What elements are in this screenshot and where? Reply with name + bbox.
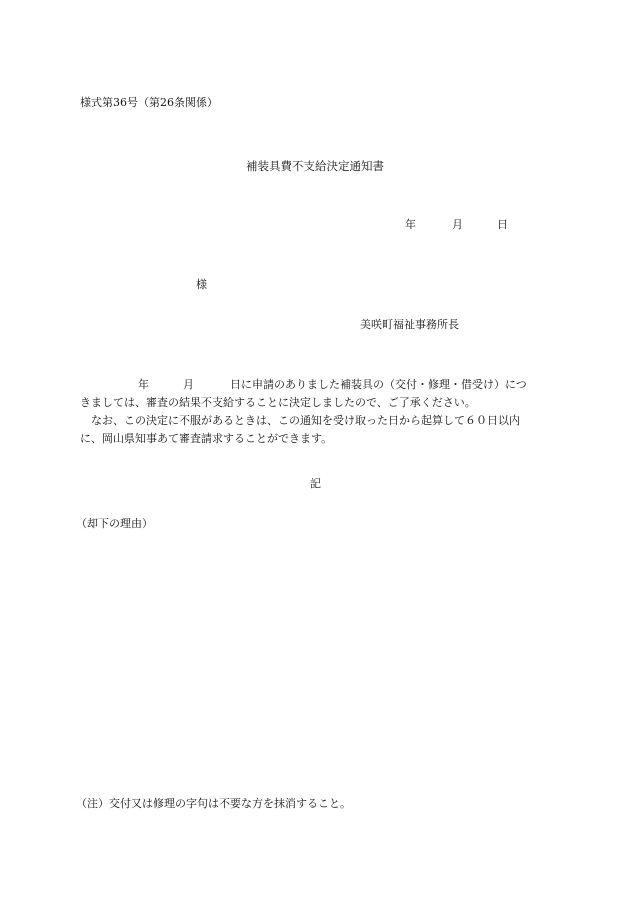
- body-line-2: きましては、審査の結果不支給することに決定しましたので、ご了承ください。: [80, 396, 476, 409]
- body-paragraph: [80, 376, 555, 448]
- form-number: 様式第36号（第26条関係）: [80, 96, 218, 109]
- date-month-label: 月: [452, 218, 463, 231]
- body-year-label: 年: [138, 378, 149, 391]
- body-line-4: に、岡山県知事あて審査請求することができます。: [80, 432, 333, 445]
- body-month-label: 月: [183, 378, 194, 391]
- ki-heading: 記: [310, 477, 321, 490]
- sender-name: 美咲町福祉事務所長: [360, 318, 459, 331]
- date-year-label: 年: [405, 218, 416, 231]
- body-line-1: [80, 376, 555, 394]
- footnote: （注）交付又は修理の字句は不要な方を抹消すること。: [76, 797, 351, 810]
- body-line-3-text: なお、この決定に不服があるときは、この通知を受け取った日から起算して６０日以内: [91, 414, 520, 427]
- issue-date: [405, 218, 508, 232]
- addressee-suffix: 様: [196, 278, 207, 291]
- date-day-label: 日: [497, 218, 508, 231]
- document-title: 補装具費不支給決定通知書: [246, 159, 384, 173]
- body-line-3: [80, 412, 555, 430]
- reason-heading: （却下の理由）: [76, 517, 153, 530]
- body-line-1-text: 日に申請のありました補装具の（交付・修理・借受け）につ: [230, 378, 527, 391]
